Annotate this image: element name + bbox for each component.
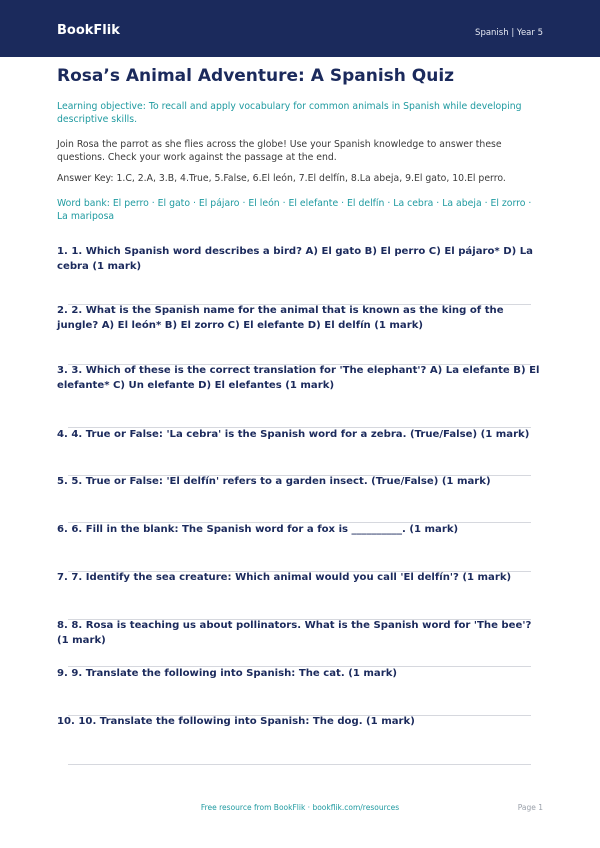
question-2: 2. 2. What is the Spanish name for the animal that is known as the king of the jungle? A) El león* B) El zorro C) El elefante D) El delfín (1 mark) bbox=[57, 305, 504, 331]
answer-key: Answer Key: 1.C, 2.A, 3.B, 4.True, 5.False, 6.El león, 7.El delfín, 8.La abeja, 9.El gato, 10.El perro. bbox=[57, 173, 506, 184]
question-9: 9. 9. Translate the following into Spanish: The cat. (1 mark) bbox=[57, 668, 398, 679]
footer-credit[interactable]: Free resource from BookFlik · bookflik.com/resources bbox=[200, 803, 400, 812]
question-6: 6. 6. Fill in the blank: The Spanish word for a fox is __________. (1 mark) bbox=[57, 524, 459, 535]
question-5: 5. 5. True or False: 'El delfín' refers to a garden insect. (True/False) (1 mark) bbox=[57, 476, 491, 487]
question-4: 4. 4. True or False: 'La cebra' is the Spanish word for a zebra. (True/False) (1 mark) bbox=[57, 429, 530, 440]
word-bank: Word bank: El perro · El gato · El pájaro · El león · El elefante · El delfín · La cebra · La abeja · El zorro · La mariposa bbox=[57, 198, 532, 222]
page-number: Page 1 bbox=[517, 803, 543, 812]
intro-text: Join Rosa the parrot as she flies across the globe! Use your Spanish knowledge to answer these questions. Check your work against the passage at the end. bbox=[57, 139, 502, 163]
question-10: 10. 10. Translate the following into Spanish: The dog. (1 mark) bbox=[57, 716, 415, 727]
question-8: 8. 8. Rosa is teaching us about pollinators. What is the Spanish word for 'The bee'? (1 mark) bbox=[57, 620, 532, 646]
question-7: 7. 7. Identify the sea creature: Which animal would you call 'El delfín'? (1 mark) bbox=[57, 572, 512, 583]
page-title: Rosa’s Animal Adventure: A Spanish Quiz bbox=[57, 66, 455, 86]
subject-year-label: Spanish | Year 5 bbox=[475, 28, 543, 38]
question-3: 3. 3. Which of these is the correct translation for 'The elephant'? A) La elefante B) El elefante* C) Un elefante D) El elefantes (1 mark) bbox=[57, 365, 540, 391]
page-header bbox=[0, 0, 600, 57]
brand-logo[interactable]: BookFlik bbox=[57, 23, 120, 38]
question-1: 1. 1. Which Spanish word describes a bird? A) El gato B) El perro C) El pájaro* D) La cebra (1 mark) bbox=[57, 246, 533, 272]
answer-line bbox=[68, 764, 531, 765]
learning-objective: Learning objective: To recall and apply vocabulary for common animals in Spanish while developing descriptive skills. bbox=[57, 101, 522, 125]
